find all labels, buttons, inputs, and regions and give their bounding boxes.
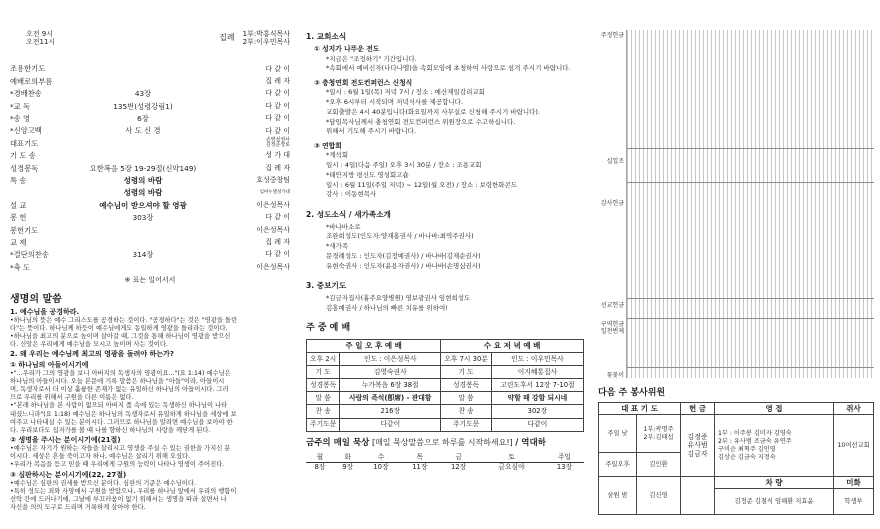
vol-prayer-cell: 김신영 xyxy=(637,477,681,515)
meditation-source: / 역대하 xyxy=(515,437,546,448)
sermon-line: 므로 우리를 위해서 구원을 다른 이름은 없다. xyxy=(10,394,134,402)
weekly-item-label: 기 도 xyxy=(441,365,492,378)
officiant-2: 2부:이우민목사 xyxy=(242,38,290,47)
sunday-leader: 인도 : 이은성목사 xyxy=(340,352,441,365)
sermon-line: 며, 독생자로서 더 이상 훌륭한 존재가 없는 유일하신 하나님의 아들이시다. 그러 xyxy=(10,385,229,393)
sermon-line: •특히 성도는 죄와 사망에서 구원을 받았으나, 우리를 하나님 앞에서 우리의 행함이 xyxy=(10,487,237,495)
order-row xyxy=(10,75,290,87)
weekly-row xyxy=(307,365,584,378)
sermon-title: 생명의 말씀 xyxy=(10,294,62,306)
order-item-content: 43장 xyxy=(134,89,152,99)
order-item-leader: 집 례 자 xyxy=(265,76,290,85)
order-row xyxy=(10,249,290,261)
order-row xyxy=(10,63,290,75)
meditation-day: 금 xyxy=(439,452,478,462)
order-item-leader: 다 같 이 xyxy=(265,89,290,98)
order-row xyxy=(10,125,290,137)
sermon-line: 자신을 의의 도구로 드리며 거룩하게 살아야 한다. xyxy=(10,504,146,512)
order-item-leader: 이은성목사 xyxy=(256,200,290,209)
news-line: *지금은 "조정하기" 기간입니다. xyxy=(326,54,417,63)
vol-header-prayer: 대 표 기 도 xyxy=(599,403,681,415)
vol-row-label: 주일 낮 xyxy=(599,415,637,453)
news-line: 일시 : 4일(다음 주일) 오후 3시 30분 / 장소 : 조용교회 xyxy=(326,161,482,170)
order-item-content: 성령의 바람 xyxy=(123,188,163,198)
worship-order-list xyxy=(10,63,290,274)
news-line: 김홍예권사 / 하나님의 빠른 치유를 위하여! xyxy=(326,303,448,312)
weekly-item-label: 성경봉독 xyxy=(307,379,340,392)
sermon-line: 이시다. 세상은 흔들 죽이고자 하나, 예수님은 살리기 위해 오셨다. xyxy=(10,453,191,461)
sermon-heading: 2. 왜 우리는 예수님께 최고의 영광을 돌려야 하는가? xyxy=(10,350,174,359)
weekly-row xyxy=(307,405,584,418)
wednesday-time: 오후 7시 30분 xyxy=(441,352,492,365)
meditation-day: 주일 xyxy=(545,452,584,462)
order-item-label: 특 송 xyxy=(10,175,27,185)
weekly-item-value: 누가복음 6장 38절 xyxy=(340,379,441,392)
order-item-label: *송 영 xyxy=(10,113,31,123)
vol-prayer-cell: 김인환 xyxy=(637,453,681,477)
order-item-label: 기 도 송 xyxy=(10,151,36,161)
news-subtitle: ③ 연합회 xyxy=(314,142,342,151)
weekly-row xyxy=(307,379,584,392)
order-item-leader: 이은성목사 xyxy=(256,225,290,234)
news-line: *바나바소로 xyxy=(326,222,361,231)
meditation-chapter: 10장 xyxy=(373,463,389,472)
order-row xyxy=(10,236,290,248)
news-line: 유현숙권사 : 인도자(윤용자권사) / 바나바(손명심권사) xyxy=(326,261,481,270)
offering-label: 구역헌금 일천번제 xyxy=(600,321,624,335)
meditation-day: 토 xyxy=(478,452,545,462)
meditation-chapter: 8장 xyxy=(314,463,326,472)
meditation-title: 금주의 매일 묵상 xyxy=(306,437,370,448)
weekly-item-label: 주기도문 xyxy=(307,418,340,431)
order-item-leader: 다 같 이 xyxy=(265,64,290,73)
vol-row-label: 삼원 밤 xyxy=(599,477,637,515)
order-item-label: *경배찬송 xyxy=(10,89,42,99)
meditation-day: 수 xyxy=(362,452,401,462)
sermon-line: 다. 신앙은 우리에게 예수님을 모시고 높이며 사는 것이다. xyxy=(10,341,168,349)
offering-divider xyxy=(627,148,874,149)
news-line: *담임목사님께서 충청연회 전도컨퍼런스 위원장으로 수고하십니다. xyxy=(326,117,516,126)
offering-label: 선교헌금 xyxy=(600,302,624,309)
weekly-item-value: 김영숙권사 xyxy=(340,365,441,378)
offering-label: 꽃꽂이 xyxy=(606,372,624,379)
news-line: *속회에서 예비신자(나다나엘)을 속회모임에 초청하여 사랑으로 섬겨 주시기 바랍니다. xyxy=(326,64,571,73)
order-row xyxy=(10,261,290,273)
meditation-table xyxy=(306,452,584,472)
order-row xyxy=(10,199,290,211)
news-line: *오후 6시부터 시작되며 저녁식사를 제공합니다. xyxy=(326,98,464,107)
weekly-item-value: 다같이 xyxy=(340,418,441,431)
vol-offering-cell: 김정준 유사범 김금자 xyxy=(681,415,715,477)
vol-prayer-cell: 1부:곽명주 2부:김태섭 xyxy=(637,415,681,453)
volunteers-title: 다음 주 봉사위원 xyxy=(598,388,666,398)
sermon-line: 내셨느니라"(요 1:18) 예수님은 하나님의 독생자로서 유일하게 하나님을 세상에 보 xyxy=(10,410,237,418)
news-line: *김금자집사(흉주요양병원) 영보광권사 임현희성도 xyxy=(326,293,471,302)
volunteers-table xyxy=(598,402,874,515)
officiant-label: 집례 xyxy=(219,33,235,43)
weekly-row xyxy=(307,418,584,431)
sermon-heading: ② 생명을 주시는 분이시기에(21절) xyxy=(10,436,121,445)
sermon-line: 하나님의 아들이시다. 오늘 본문에 기록 말씀은 하나님을 "아들"이라, 아들이시 xyxy=(10,377,225,385)
order-item-leader: 호성중창팀 xyxy=(256,176,290,185)
officiant-1: 1부:박홍식목사 xyxy=(242,30,290,38)
order-item-label: 봉 헌 xyxy=(10,213,27,223)
order-item-leader: 다 같 이 xyxy=(265,250,290,259)
offering-divider xyxy=(627,298,874,299)
service-times xyxy=(26,30,55,47)
prayer-title: 3. 중보기도 xyxy=(306,281,347,291)
order-item-label: 교 제 xyxy=(10,237,27,247)
news-subtitle: ② 충청연회 전도컨퍼런스 신청식 xyxy=(314,79,413,88)
offering-label: 십일조 xyxy=(606,158,624,165)
meditation-day: 화 xyxy=(334,452,362,462)
order-row xyxy=(10,137,290,149)
sermon-line: •예수님은 심판의 권세를 받으신 분이다. 심판의 기준은 예수님이다. xyxy=(10,479,196,487)
weekly-worship-table xyxy=(306,339,584,432)
sermon-heading: 1. 예수님을 공경하라. xyxy=(10,307,80,316)
order-row xyxy=(10,211,290,223)
order-item-content: 성령의 바람 xyxy=(123,175,163,185)
sermon-body xyxy=(10,308,290,513)
offering-labels xyxy=(598,30,626,378)
order-item-leader: 성 가 대 xyxy=(265,151,290,160)
weekly-item-value: 약할 때 강함 되시네 xyxy=(491,392,583,405)
vol-header-note: 쥐사 xyxy=(834,403,874,415)
order-item-leader: 이은성목사 xyxy=(256,262,290,271)
offering-label: 주정헌금 xyxy=(600,32,624,39)
church-news-list xyxy=(306,44,584,200)
vol-header-welcome: 영 접 xyxy=(715,403,834,415)
vol-welcome-cell: 1부 : 이주봉 김미자 김영숙 2부 : 유사범 조금숙 유연주 구미순 최혁주 김인영 김상순 김금숙 지정숙 xyxy=(715,415,834,477)
vol-row-label: 주일오후 xyxy=(599,453,637,477)
order-item-content: 사 도 신 경 xyxy=(125,126,161,136)
order-item-leader: 다 같 이 xyxy=(265,101,290,110)
offering-label: 감사헌금 xyxy=(600,200,624,207)
meditation-subtitle: [매일 묵상말씀으로 하루를 시작하세요!] xyxy=(371,437,513,447)
sermon-line: •하나님을 최고의 분으로 높이며 살아갈 때, 그것을 통해 하나님이 영광을 받으신 xyxy=(10,333,231,341)
order-item-label: *교 독 xyxy=(10,101,31,111)
order-item-leader: 다 같 이 xyxy=(265,213,290,222)
vol-clean-cell: 학생부 xyxy=(834,489,874,515)
offering-divider xyxy=(627,318,874,319)
order-row xyxy=(10,187,290,199)
news-line: 교회출발은 4시 40분입니다(화요일까지 사무실로 신청해 주시기 바랍니다). xyxy=(326,107,541,116)
meditation-chapter: 13장 xyxy=(556,463,573,472)
order-item-label: 대표기도 xyxy=(10,138,39,148)
order-row xyxy=(10,162,290,174)
weekly-item-value: 302장 xyxy=(491,405,583,418)
wednesday-leader: 인도 : 이우민목사 xyxy=(491,352,583,365)
weekly-item-value: 216장 xyxy=(340,405,441,418)
service-time-1: 오전 9시 xyxy=(26,30,53,38)
weekly-row xyxy=(307,392,584,405)
order-item-label: 봉헌기도 xyxy=(10,225,39,235)
sermon-line: 선악 간에 드러나기에, 그날에 부끄러움이 없기 위해서는 생명을 따라 살면서 나 xyxy=(10,496,227,504)
news-subtitle: ① 성지가 나뚜운 전도 xyxy=(314,45,380,54)
order-item-content: 예수님이 받으셔야 할 영광 xyxy=(99,200,187,210)
meditation-day: 목 xyxy=(400,452,439,462)
vol-clean-header: 미화 xyxy=(834,477,874,489)
vol-header-offering: 헌 금 xyxy=(681,403,715,415)
order-row xyxy=(10,150,290,162)
order-item-leader: 임마누엘성가대 xyxy=(259,190,290,196)
order-item-content: 303장 xyxy=(132,213,154,223)
order-item-label: *결단의찬송 xyxy=(10,250,49,260)
weekly-item-label: 기 도 xyxy=(307,365,340,378)
sermon-line: •"본래 하나님을 본 사람이 없으되 아버지 품 속에 있는 독생하신 하나님이 나타 xyxy=(10,402,228,410)
order-item-label: 조용한기도 xyxy=(10,64,46,74)
service-header xyxy=(10,30,290,47)
meditation-chapter: 9장 xyxy=(342,463,354,472)
weekly-item-label: 성경봉독 xyxy=(441,379,492,392)
weekly-item-label: 주기도문 xyxy=(441,418,492,431)
sermon-section xyxy=(10,294,290,512)
order-item-content: 314장 xyxy=(132,250,154,260)
order-item-content: 6장 xyxy=(137,113,149,123)
offering-divider xyxy=(627,367,874,368)
order-item-label: 설 교 xyxy=(10,200,27,210)
order-item-label: *축 도 xyxy=(10,262,31,272)
weekly-item-label: 찬 송 xyxy=(307,405,340,418)
sermon-line: •"...우리가 그의 영광을 보니 아버지의 독생자의 영광이요..."(요 1:14) 예수님은 xyxy=(10,369,231,377)
news-line: *계석회 xyxy=(326,151,349,160)
officiant-block xyxy=(219,30,290,47)
weekly-item-label: 찬 송 xyxy=(441,405,492,418)
meditation-chapter: 12장 xyxy=(451,463,467,472)
weekly-worship-title: 주 중 예 배 xyxy=(306,323,351,334)
sunday-worship-header: 주 일 오 후 예 배 xyxy=(307,339,441,352)
news-line: 위해서 기도해 주시기 바랍니다. xyxy=(326,127,416,136)
service-time-2: 오전11시 xyxy=(26,38,56,47)
order-row xyxy=(10,224,290,236)
weekly-item-label: 말 씀 xyxy=(441,392,492,405)
sermon-line: •하나님의 뜻은 예수 그리스도를 공경하는 것이다. "공경하다"는 것은 "영광을 돌린 xyxy=(10,316,238,324)
prayer-list xyxy=(306,294,584,314)
weekly-item-value: 이지혜통집사 xyxy=(491,365,583,378)
member-news-list xyxy=(306,223,584,272)
news-line: 일시 : 6월 11일(주일 저녁) ~ 12일(월 오전) / 장소 : 보령한화콘도 xyxy=(326,180,518,189)
sermon-heading: ① 하나님의 아들이시기에 xyxy=(10,360,89,369)
meditation-day: 월 xyxy=(306,452,334,462)
wednesday-worship-header: 수 요 저 녁 예 배 xyxy=(441,339,584,352)
order-row xyxy=(10,88,290,100)
vol-car-header: 차 량 xyxy=(715,477,834,489)
offering-list xyxy=(598,30,874,378)
news-line: 문경례성도 : 인도자(김정예권사) / 바나바(김제순권사) xyxy=(326,251,481,260)
member-news-title: 2. 성도소식 / 새가족소개 xyxy=(306,210,391,220)
weekly-item-value: 고린도후서 12장 7-10절 xyxy=(491,379,583,392)
sermon-line: 다"는 뜻이다. 하나님께 하듯이 예수님에게도 동일하게 영광을 돌리라는 것이다. xyxy=(10,324,228,332)
news-line: *일시 : 6월 1일(목) 저녁 7시 / 장소 : 예산제일감리교회 xyxy=(326,88,485,97)
sermon-line: 다. 우리보다도 십자가를 볼 때 나를 향하신 하나님의 사랑을 깨닫게 된다. xyxy=(10,426,211,434)
order-row xyxy=(10,174,290,186)
sunday-time: 오후 2시 xyxy=(307,352,340,365)
order-item-leader: 손영심권사 김정준장로 xyxy=(265,137,290,149)
offering-column xyxy=(590,0,880,529)
weekly-item-label: 말 씀 xyxy=(307,392,340,405)
weekly-item-value: 다같이 xyxy=(491,418,583,431)
vol-note-cell: 10여선교회 xyxy=(834,415,874,477)
sermon-line: •우리가 복음을 듣고 믿을 때 우리에게 구원의 능력이 나타나 영생이 주어진다. xyxy=(10,461,225,469)
worship-order-column xyxy=(0,0,298,529)
order-item-leader: 집 례 자 xyxy=(265,163,290,172)
order-item-content: 135번(성령강림1) xyxy=(113,101,173,111)
order-item-label: *신앙고백 xyxy=(10,126,42,136)
news-line: 강사 : 이동현목사 xyxy=(326,190,377,199)
meditation-chapter: 11장 xyxy=(412,463,428,472)
order-item-label: 예배로의부름 xyxy=(10,76,53,86)
weekly-item-value: 사람의 즉석(卽席) - 관대함 xyxy=(340,392,441,405)
meditation-chapter: 금요심야 xyxy=(498,463,525,472)
standing-note: ※ 표는 일어서서 xyxy=(124,276,176,285)
sermon-line: •예수님은 자기가 원하는 자들을 살리시고 영생을 주실 수 있는 권한을 가지신 분 xyxy=(10,445,231,453)
officiant-list xyxy=(243,30,290,47)
vol-car-cell: 김정준 김철식 임해환 지효윤 xyxy=(715,489,834,515)
order-item-leader: 다 같 이 xyxy=(265,114,290,123)
order-item-leader: 다 같 이 xyxy=(265,126,290,135)
order-row xyxy=(10,112,290,124)
church-news-title: 1. 교회소식 xyxy=(306,32,347,41)
news-line: *새가족 xyxy=(326,242,349,251)
order-item-leader: 집 례 자 xyxy=(265,238,290,247)
offering-names-block xyxy=(626,30,874,378)
order-item-label: 성경봉독 xyxy=(10,163,39,173)
order-row xyxy=(10,100,290,112)
sermon-heading: ③ 심판하시는 분이시기에(22, 27절) xyxy=(10,470,127,479)
order-item-content: 요한복음 5장 19-29절(신약149) xyxy=(89,163,197,173)
meditation-header xyxy=(306,438,584,449)
news-line: *태안지방 평신도 영성회고숍 xyxy=(326,170,409,179)
vol-offering-cell xyxy=(681,477,715,515)
offering-divider xyxy=(627,182,874,183)
announcements-column xyxy=(298,0,590,529)
news-line: 조완희성도(인도자:양재홍권사 / 바나바:최역주권사) xyxy=(326,232,474,241)
sermon-line: 여주고 나타내실 수 있는 분이시다. 그러므로 하나님을 알려면 예수님을 보아야 한 xyxy=(10,418,233,426)
